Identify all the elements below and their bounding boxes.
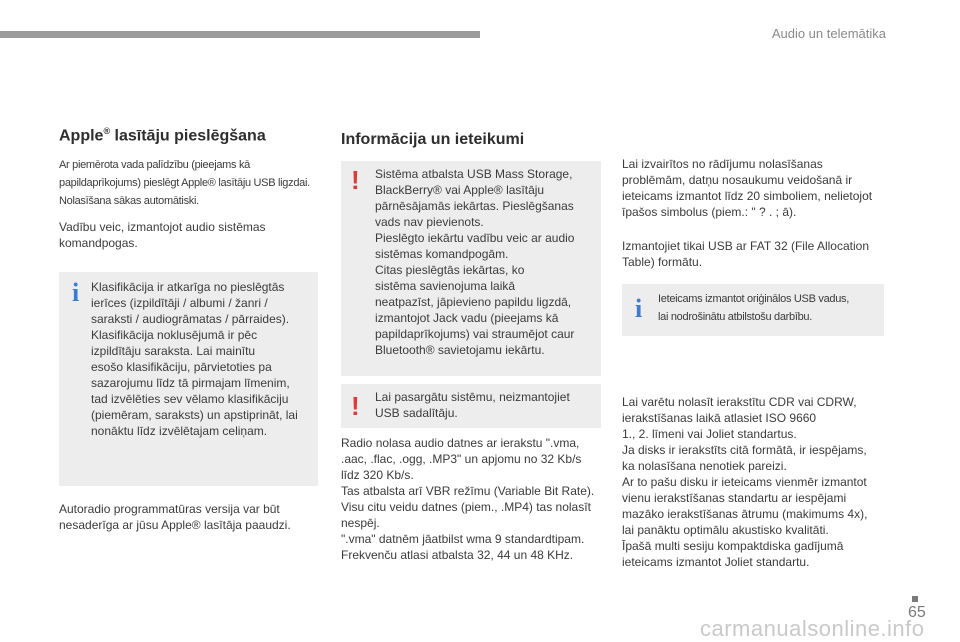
- usb-support-warning-text: Sistēma atbalsta USB Mass Storage, BlackBerry® vai Apple® lasītāju pārnēsājamās iekārtas. Pieslēgšanas vads nav pievienots. Pieslēgto iekārtu vadību veic ar audio sistēmas komandpogām. Citas pieslēgtās iekārtas, ko sistēma savienojuma laikā neatpazīst, jāpievieno papildu ligzdā, izmantojot Jack vadu (pieejams kā papildaprīkojums) vai straumējot caur Bluetooth® savietojamu iekārtu.: [375, 167, 575, 357]
- audio-formats-text: Radio nolasa audio datnes ar ierakstu ".vma, .aac, .flac, .ogg, .MP3" un apjomu no 32 Kb/s līdz 320 Kb/s. Tas atbalsta arī VBR režīmu (Variable Bit Rate). Visu citu veidu datnes (piem., .MP4) tas nolasīt nespēj. ".vma" datnēm jāatbilst wma 9 standardtipam. Frekvenču atlasi atbalsta 32, 44 un 48 KHz.: [341, 436, 595, 562]
- usb-hub-warning-box: [341, 384, 601, 428]
- watermark: carmanualsonline.info: [700, 616, 925, 641]
- fat32-text: Izmantojiet tikai USB ar FAT 32 (File Allocation Table) formātu.: [622, 239, 869, 269]
- filename-tips-text: Lai izvairītos no rādījumu nolasīšanas problēmām, datņu nosaukumu veidošanā ir ieteicams izmantot līdz 20 simboliem, nelietojot īpašos simbolus (piem.: " ? . ; ā).: [622, 157, 873, 219]
- usb-cable-info-text: Ieteicams izmantot oriģinālos USB vadus, lai nodrošinātu atbilstošu darbību.: [658, 293, 849, 323]
- warning-icon: !: [351, 391, 360, 421]
- usb-support-warning-box: [341, 161, 601, 376]
- controls-text: Vadību veic, izmantojot audio sistēmas komandpogas.: [59, 220, 266, 250]
- usb-hub-warning-text: Lai pasargātu sistēmu, neizmantojiet USB sadalītāju.: [375, 390, 570, 420]
- section-title: Audio un telemātika: [771, 26, 886, 41]
- classification-info-text: Klasifikācija ir atkarīga no pieslēgtās ierīces (izpildītāji / albumi / žanri / saraksti / audiogrāmatas / pārraides). Klasifikācija noklusējumā ir pēc izpildītāju saraksta. Lai mainītu esošo klasifikāciju, pārvietoties pa sazarojumu līdz tā pirmajam līmenim, tad izvēlēties sev vēlamo klasifikāciju (piemēram, saraksts) un apstiprināt, lai nonāktu līdz izvēlētajam celiņam.: [91, 280, 298, 438]
- cd-recording-text: Lai varētu nolasīt ierakstītu CDR vai CDRW, ierakstīšanas laikā atlasiet ISO 9660 1., 2. līmeni vai Joliet standartus. Ja disks ir ierakstīts citā formātā, ir iespējams, ka nolasīšana nenotiek pareizi. Ar to pašu disku ir ieteicams vienmēr izmantot vienu ierakstīšanas standartu ar iespējami mazāko ierakstīšanas ātrumu (makimums 4x), lai panāktu optimālu akustisko kvalitāti. Īpašā multi sesiju kompaktdiska gadījumā ieteicams izmantot Joliet standartu.: [622, 395, 868, 569]
- info-icon: i: [635, 294, 643, 323]
- end-marker: [912, 596, 918, 602]
- page-number: 65: [908, 604, 926, 621]
- info-icon: i: [72, 278, 80, 307]
- apple-intro-text: Ar piemērota vada palīdzību (pieejams kā papildaprīkojums) pieslēgt Apple® lasītāju USB ligzdai. Nolasīšana sākas automātiski.: [59, 159, 310, 207]
- usb-cable-info-box: [622, 284, 884, 336]
- header-bar: [0, 31, 480, 38]
- classification-info-box: [59, 272, 318, 486]
- firmware-note-text: Autoradio programmatūras versija var būt nesaderīga ar jūsu Apple® lasītāja paaudzi.: [59, 502, 291, 532]
- warning-icon: !: [351, 165, 360, 195]
- info-tips-heading: Informācija un ieteikumi: [341, 131, 525, 148]
- apple-connection-heading: Apple® lasītāju pieslēgšana: [59, 126, 266, 145]
